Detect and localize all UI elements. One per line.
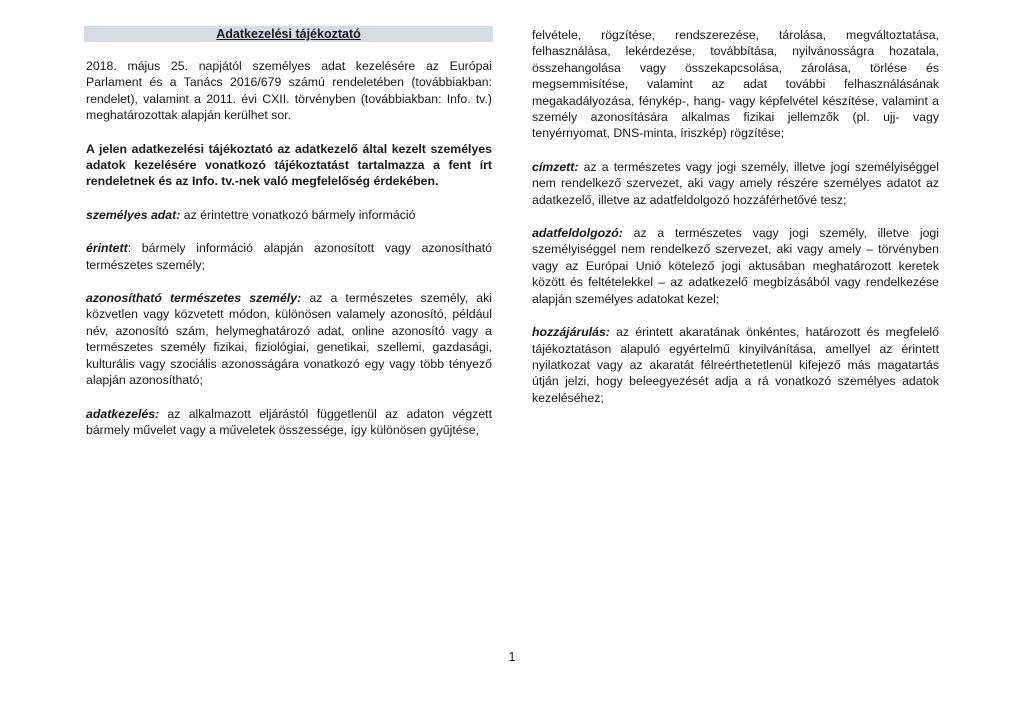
summary-paragraph: A jelen adatkezelési tájékoztató az adatkezelő által kezelt személyes adatok kezelésére vonatkozó tájékoztatást tartalmazza a fent írt rendeletnek és az Info. tv.-nek való megfelelőség érdekében. [86,141,492,189]
document-title-bar [84,26,493,42]
definition-term: hozzájárulás: [532,325,610,340]
left-column [86,26,492,455]
definition-term: címzett: [532,159,579,174]
definition-data-processing [86,406,492,439]
definition-text: az érintettre vonatkozó bármely információ [180,207,416,222]
definition-text: : bármely információ alapján azonosított vagy azonosítható természetes személy; [86,241,492,272]
definition-term: azonosítható természetes személy: [86,291,302,306]
definition-text: az a természetes személy, aki közvetlen vagy közvetett módon, különösen valamely azonosító, például név, azonosító szám, helymeghatározó adat, online azonosító vagy a természetes személy fizikai, fiziológiai, genetikai, szellemi, gazdasági, kulturális vagy szociális azonosságára vonatkozó egy vagy több tényező alapján azonosítható; [86,291,493,388]
definition-text: az a természetes vagy jogi személy, illetve jogi személyiséggel nem rendelkező szervezet, aki vagy amely – törvényben vagy az Európai Unió kötelező jogi aktusában meghatározott keretek között és feltételekkel – az adatkezelő megbízásából vagy rendelkezése alapján személyes adatokat kezel; [532,226,939,306]
intro-paragraph: 2018. május 25. napjától személyes adat kezelésére az Európai Parlament és a Tanács 2016/679 számú rendeletében (továbbiakban: rendelet), valamint a 2011. évi CXII. törvényben (továbbiakban: Info. tv.) meghatározottak alapján kerülhet sor. [86,59,492,123]
definition-term: adatfeldolgozó: [532,226,623,241]
definition-term: adatkezelés: [86,406,160,421]
definition-recipient [532,159,939,208]
definition-text: az érintett akaratának önkéntes, határozott és megfelelő tájékoztatáson alapuló egyértelmű kinyilvánítása, amellyel az érintett nyilatkozat vagy az akaratát félreérthetetlenül kifejező más magatartás útján jelzi, hogy beleegyezését adja a rá vonatkozó személyes adatok kezeléséhez; [532,325,939,405]
definition-identifiable-person [86,290,492,388]
definition-term: személyes adat: [86,207,181,222]
definition-personal-data [86,207,492,223]
definition-data-subject [86,240,492,273]
data-processing-continuation: felvétele, rögzítése, rendszerezése, tárolása, megváltoztatása, felhasználása, lekérdezése, továbbítása, nyilvánosságra hozatala, összehangolása vagy összekapcsolása, zárolása, törlése és megsemmisítése, valamint az adat további felhasználásának megakadályozása, fénykép-, hang- vagy képfelvétel készítése, valamint a személy azonosítására alkalmas fizikai jellemzők (pl. ujj- vagy tenyérnyomat, DNS-minta, íriszkép) rögzítése; [532,28,939,141]
document-title: Adatkezelési tájékoztató [216,27,361,41]
definition-term: érintett [86,241,128,256]
definition-text: az a természetes vagy jogi személy, illetve jogi személyiséggel nem rendelkező szervezet, aki vagy amely részére személyes adatot az adatkezelő, illetve az adatfeldolgozó hozzáférhetővé tesz; [532,159,939,207]
right-column [532,27,939,423]
definition-text: az alkalmazott eljárástól függetlenül az adaton végzett bármely művelet vagy a műveletek összessége, így különösen gyűjtése, [86,406,492,437]
definition-processor [532,225,939,307]
page-number: 1 [508,650,516,664]
definition-consent [532,324,939,406]
